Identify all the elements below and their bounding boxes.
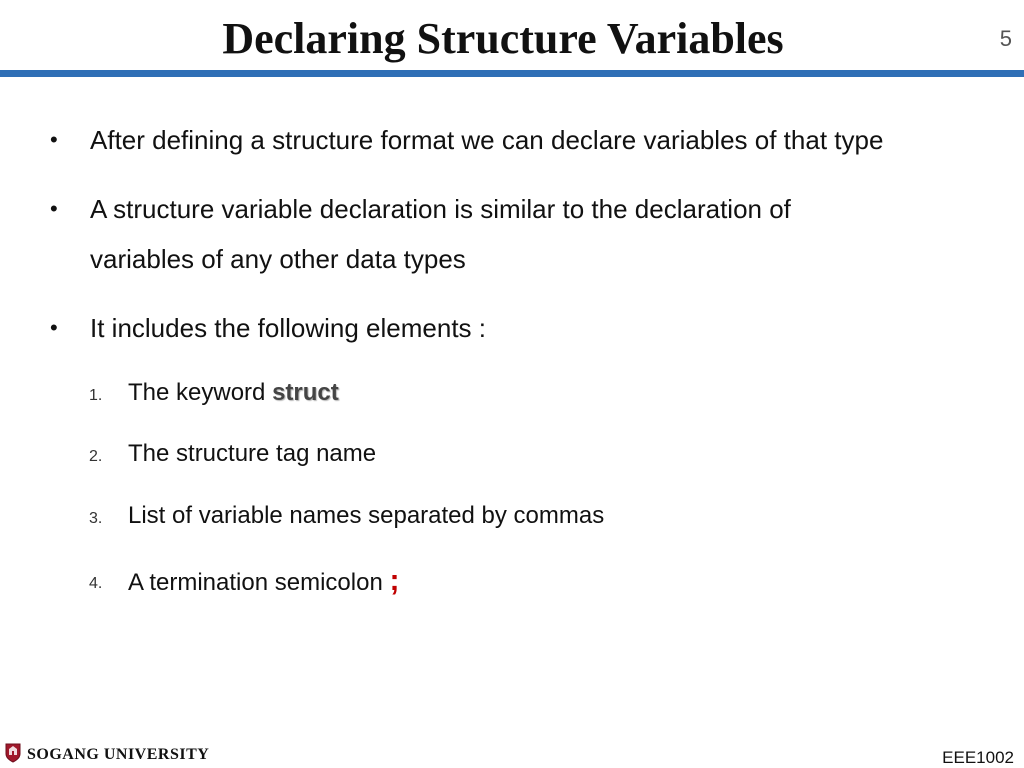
bullet-text-line2: variables of any other data types bbox=[90, 244, 466, 274]
semicolon-symbol: ; bbox=[389, 564, 400, 597]
item-text bbox=[128, 566, 399, 598]
item-text-prefix: The keyword bbox=[128, 379, 273, 406]
bullet-symbol: • bbox=[50, 315, 58, 340]
item-text bbox=[128, 378, 339, 408]
item-number: 1. bbox=[89, 387, 103, 404]
item-number: 4. bbox=[89, 575, 103, 592]
item-number: 2. bbox=[89, 448, 103, 465]
title-divider bbox=[0, 70, 1024, 77]
item-text: The structure tag name bbox=[128, 440, 377, 467]
slide-title: Declaring Structure Variables bbox=[222, 14, 784, 63]
university-logo bbox=[5, 745, 209, 765]
university-name: SOGANG UNIVERSITY bbox=[27, 746, 210, 763]
course-code: EEE1002 bbox=[942, 748, 1014, 767]
page-number: 5 bbox=[999, 26, 1012, 51]
struct-keyword: struct bbox=[272, 379, 339, 406]
item-number: 3. bbox=[89, 510, 103, 527]
item-text: List of variable names separated by commas bbox=[128, 502, 605, 529]
bullet-text: After defining a structure format we can declare variables of that type bbox=[90, 125, 884, 155]
item-text-prefix: A termination semicolon bbox=[128, 569, 390, 596]
university-crest-icon bbox=[5, 743, 21, 768]
bullet-text: It includes the following elements : bbox=[90, 313, 486, 343]
bullet-symbol: • bbox=[50, 127, 58, 152]
bullet-symbol: • bbox=[50, 196, 58, 221]
bullet-text-line1: A structure variable declaration is similar to the declaration of bbox=[90, 194, 791, 224]
